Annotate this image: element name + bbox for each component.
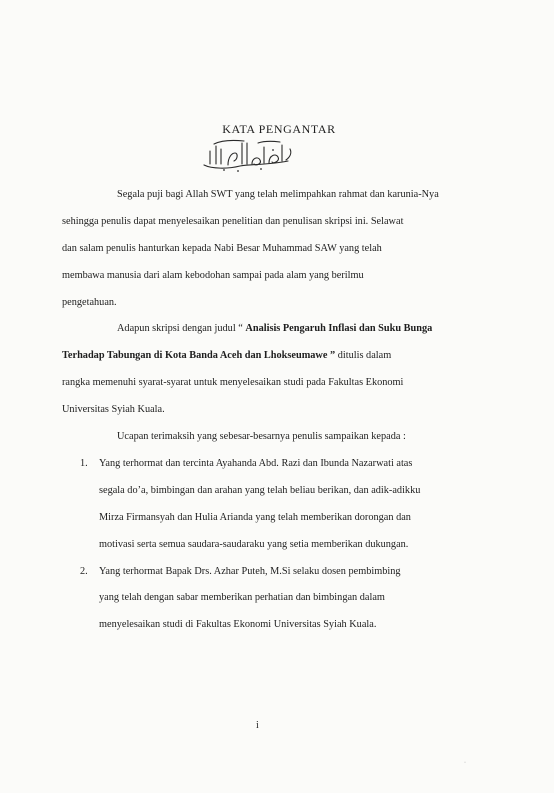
basmalah-calligraphy [198,137,294,175]
scan-speck: · [464,760,466,766]
paragraph-1-line-5: pengetahuan. [62,297,117,308]
page-number: i [256,720,259,731]
list-item-2-line-1: Yang terhormat Bapak Drs. Azhar Puteh, M.Si selaku dosen pembimbing [99,566,401,577]
paragraph-3: Ucapan terimaksih yang sebesar-besarnya penulis sampaikan kepada : [117,431,406,442]
page-title: KATA PENGANTAR [222,122,336,136]
list-item-2-line-2: yang telah dengan sabar memberikan perhatian dan bimbingan dalam [99,592,385,603]
thesis-title-part-1: Analisis Pengaruh Inflasi dan Suku Bunga [245,323,433,334]
list-item-2-line-3: menyelesaikan studi di Fakultas Ekonomi Universitas Syiah Kuala. [99,619,377,630]
list-number: 2. [80,566,88,577]
list-item-1-line-1: Yang terhormat dan tercinta Ayahanda Abd. Razi dan Ibunda Nazarwati atas [99,458,413,469]
paragraph-2-line-3: rangka memenuhi syarat-syarat untuk menyelesaikan studi pada Fakultas Ekonomi [62,377,404,388]
list-item-1-line-3: Mirza Firmansyah dan Hulia Arianda yang telah memberikan dorongan dan [99,512,411,523]
paragraph-1-line-1: Segala puji bagi Allah SWT yang telah melimpahkan rahmat dan karunia-Nya [117,189,439,200]
paragraph-2-text: Adapun skripsi dengan judul “ [117,323,246,334]
paragraph-1-line-4: membawa manusia dari alam kebodohan sampai pada alam yang berilmu [62,270,364,281]
paragraph-2-line-4: Universitas Syiah Kuala. [62,404,165,415]
thesis-title-part-2: Terhadap Tabungan di Kota Banda Aceh dan Lhokseumawe ” [62,350,336,361]
list-item-1-line-4: motivasi serta semua saudara-saudaraku yang setia memberikan dukungan. [99,539,409,550]
paragraph-2-line-1 [117,323,432,335]
paragraph-1-line-2: sehingga penulis dapat menyelesaikan penelitian dan penulisan skripsi ini. Selawat [62,216,404,227]
list-item-1-line-2: segala do’a, bimbingan dan arahan yang telah beliau berikan, dan adik-adikku [99,485,421,496]
paragraph-2-text: ditulis dalam [335,350,392,361]
list-number: 1. [80,458,88,469]
paragraph-2-line-2 [62,350,391,362]
paragraph-1-line-3: dan salam penulis hanturkan kepada Nabi Besar Muhammad SAW yang telah [62,243,382,254]
